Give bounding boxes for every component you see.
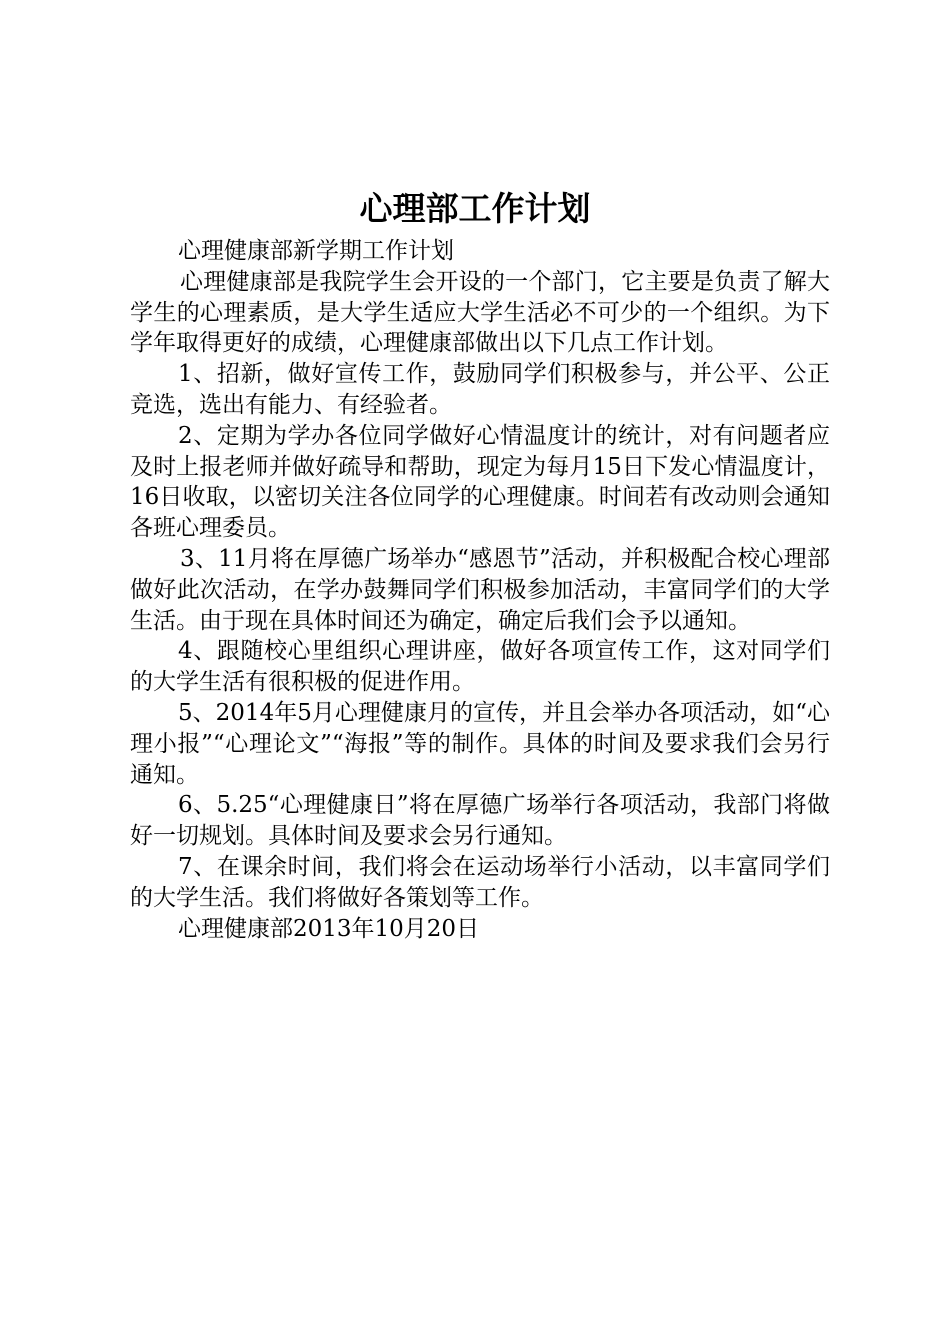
document-body — [130, 236, 830, 944]
paragraph-subtitle: 心理健康部新学期工作计划 — [178, 238, 454, 264]
paragraph-intro: 心理健康部是我院学生会开设的一个部门，它主要是负责了解大学生的心理素质，是大学生适应大学生活必不可少的一个组织。为下学年取得更好的成绩，心理健康部做出以下几点工作计划。 — [130, 268, 830, 357]
paragraph-item-7: 7、在课余时间，我们将会在运动场举行小活动，以丰富同学们的大学生活。我们将做好各策划等工作。 — [130, 853, 830, 911]
paragraph-item-6: 6、5.25“心理健康日”将在厚德广场举行各项活动，我部门将做好一切规划。具体时间及要求会另行通知。 — [130, 792, 830, 850]
document-title: 心理部工作计划 — [359, 189, 591, 228]
paragraph-item-1: 1、招新，做好宣传工作，鼓励同学们积极参与，并公平、公正竞选，选出有能力、有经验者。 — [130, 361, 830, 418]
paragraph-signature: 心理健康部2013年10月20日 — [178, 915, 480, 942]
paragraph-item-4: 4、跟随校心里组织心理讲座，做好各项宣传工作，这对同学们的大学生活有很积极的促进作用。 — [130, 638, 830, 696]
paragraph-item-3: 3、11月将在厚德广场举办“感恩节”活动，并积极配合校心理部做好此次活动，在学办鼓舞同学们积极参加活动，丰富同学们的大学生活。由于现在具体时间还为确定，确定后我们会予以通知。 — [130, 545, 830, 634]
paragraph-item-5: 5、2014年5月心理健康月的宣传，并且会举办各项活动，如“心理小报”“心理论文”“海报”等的制作。具体的时间及要求我们会另行通知。 — [130, 699, 830, 788]
paragraph-item-2: 2、定期为学办各位同学做好心情温度计的统计，对有问题者应及时上报老师并做好疏导和帮助，现定为每月15日下发心情温度计，16日收取，以密切关注各位同学的心理健康。时间若有改动则会通知各班心理委员。 — [130, 422, 830, 542]
